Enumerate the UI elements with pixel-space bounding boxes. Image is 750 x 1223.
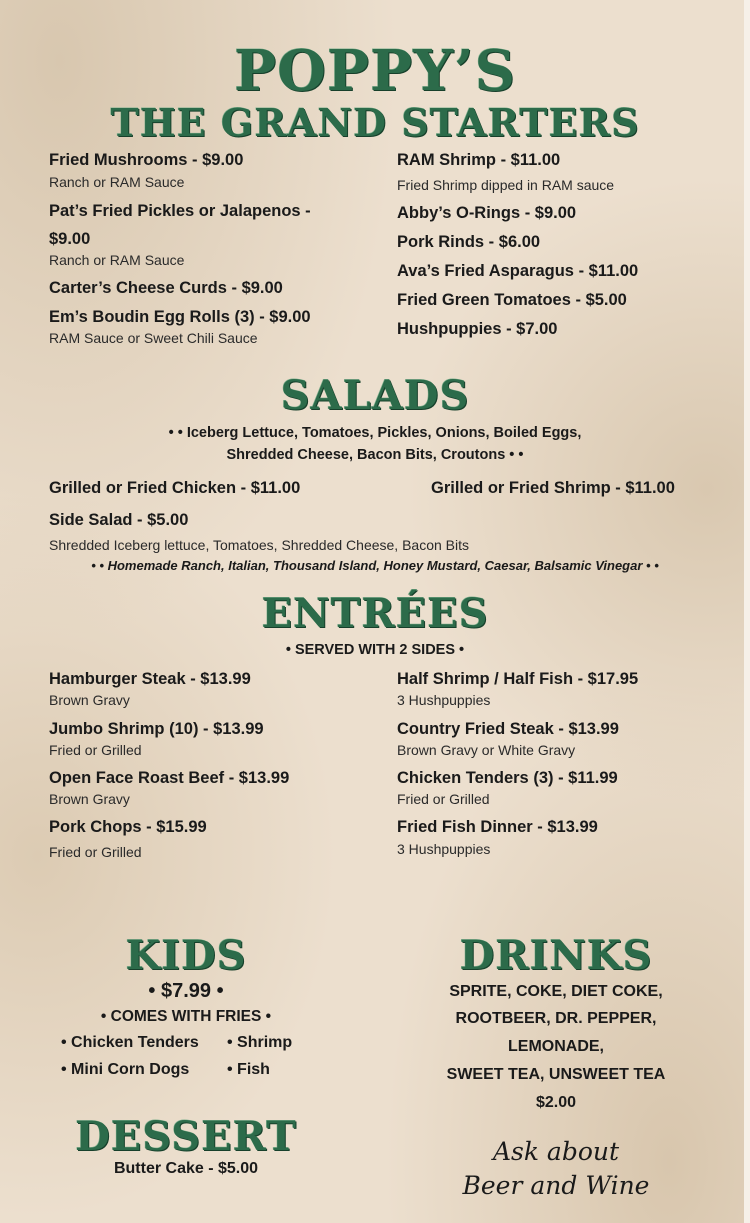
drinks-line: LEMONADE,: [508, 1038, 604, 1055]
starter-desc: Ranch or RAM Sauce: [49, 174, 185, 190]
kids-title: KIDS: [125, 932, 247, 979]
starter-item-price: $9.00: [49, 230, 91, 248]
drinks-line: SWEET TEA, UNSWEET TEA: [446, 1066, 666, 1083]
starter-item: Carter’s Cheese Curds - $9.00: [49, 279, 283, 297]
entree-item: Fried Fish Dinner - $13.99: [397, 818, 598, 836]
starter-item: Ava’s Fried Asparagus - $11.00: [397, 262, 639, 280]
entree-item: Half Shrimp / Half Fish - $17.95: [397, 670, 639, 688]
drinks-price: $2.00: [535, 1094, 577, 1111]
dessert-title: DESSERT: [75, 1113, 297, 1160]
starter-item: Fried Mushrooms - $9.00: [49, 151, 244, 169]
entree-desc: Fried or Grilled: [49, 742, 142, 758]
starters-title: THE GRAND STARTERS: [110, 100, 640, 145]
entree-desc: Brown Gravy: [49, 791, 130, 807]
entree-item: Hamburger Steak - $13.99: [49, 670, 251, 688]
drinks-line: SPRITE, COKE, DIET COKE,: [449, 983, 663, 1000]
entree-desc: Fried or Grilled: [49, 844, 142, 860]
kids-price: • $7.99 •: [148, 980, 224, 1002]
entree-item: Pork Chops - $15.99: [49, 818, 207, 836]
kids-option: • Chicken Tenders: [61, 1034, 199, 1051]
beer-wine-note: Beer and Wine: [462, 1171, 650, 1200]
starter-desc: Ranch or RAM Sauce: [49, 252, 185, 268]
kids-option: • Shrimp: [227, 1034, 293, 1051]
drinks-title: DRINKS: [459, 932, 653, 979]
kids-option: • Fish: [227, 1061, 270, 1078]
kids-note: • COMES WITH FRIES •: [100, 1008, 272, 1025]
salad-toppings: • • Iceberg Lettuce, Tomatoes, Pickles, Onions, Boiled Eggs,: [168, 425, 582, 441]
starter-item: RAM Shrimp - $11.00: [397, 151, 561, 169]
entree-item: Country Fried Steak - $13.99: [397, 720, 619, 738]
kids-option: • Mini Corn Dogs: [61, 1061, 190, 1078]
starter-desc: Fried Shrimp dipped in RAM sauce: [397, 177, 615, 193]
salad-item: Grilled or Fried Shrimp - $11.00: [431, 479, 675, 497]
entree-item: Chicken Tenders (3) - $11.99: [397, 769, 618, 787]
entree-desc: 3 Hushpuppies: [397, 692, 491, 708]
beer-wine-note: Ask about: [492, 1137, 620, 1166]
entrees-note: • SERVED WITH 2 SIDES •: [285, 642, 465, 658]
entree-item: Open Face Roast Beef - $13.99: [49, 769, 290, 787]
entree-desc: 3 Hushpuppies: [397, 841, 491, 857]
entree-item: Jumbo Shrimp (10) - $13.99: [49, 720, 264, 738]
salad-dressings: • • Homemade Ranch, Italian, Thousand Island, Honey Mustard, Caesar, Balsamic Vinegar • •: [91, 558, 659, 573]
salads-title: SALADS: [280, 372, 470, 419]
drinks-line: ROOTBEER, DR. PEPPER,: [455, 1010, 657, 1027]
dessert-item: Butter Cake - $5.00: [113, 1160, 259, 1177]
starter-item: Hushpuppies - $7.00: [397, 320, 558, 338]
entree-desc: Fried or Grilled: [397, 791, 490, 807]
starter-desc: RAM Sauce or Sweet Chili Sauce: [49, 330, 258, 346]
starter-item: Pat’s Fried Pickles or Jalapenos -: [49, 202, 311, 220]
starter-item: Pork Rinds - $6.00: [397, 233, 541, 251]
salad-item: Grilled or Fried Chicken - $11.00: [49, 479, 301, 497]
brand-title: POPPY’S: [233, 38, 517, 104]
starter-item: Abby’s O-Rings - $9.00: [397, 204, 577, 222]
salad-toppings: Shredded Cheese, Bacon Bits, Croutons • •: [226, 447, 524, 463]
starter-item: Fried Green Tomatoes - $5.00: [397, 291, 627, 309]
entree-desc: Brown Gravy: [49, 692, 130, 708]
salad-desc: Shredded Iceberg lettuce, Tomatoes, Shredded Cheese, Bacon Bits: [49, 537, 470, 553]
entree-desc: Brown Gravy or White Gravy: [397, 742, 576, 758]
salad-item: Side Salad - $5.00: [49, 511, 189, 529]
starter-item: Em’s Boudin Egg Rolls (3) - $9.00: [49, 308, 311, 326]
entrees-title: ENTRÉES: [261, 590, 489, 637]
